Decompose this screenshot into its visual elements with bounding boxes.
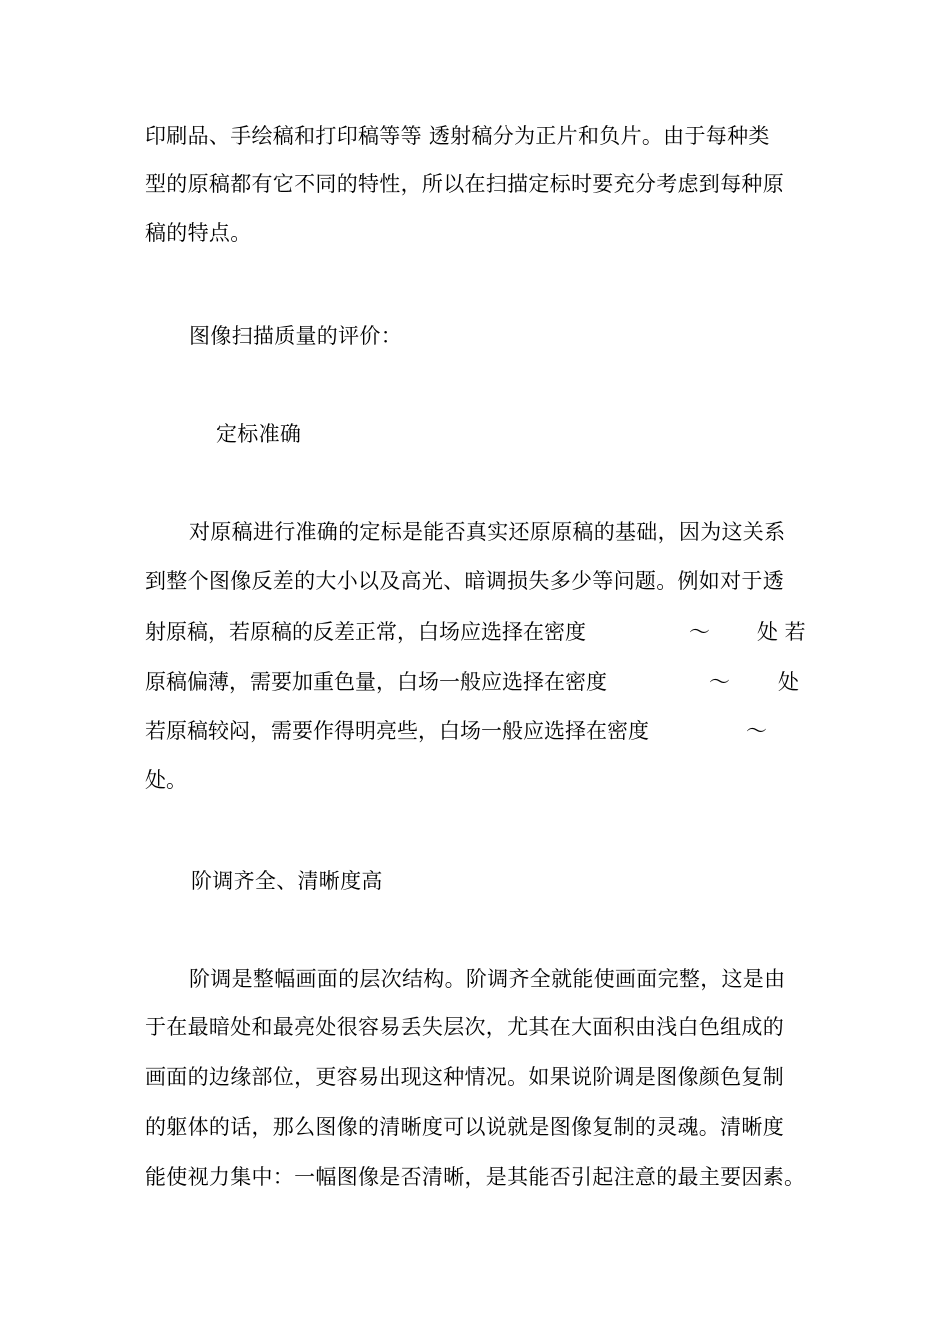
paragraph-1-line-3: 稿的特点。 [145,221,252,245]
paragraph-2-line-4-text: 原稿偏薄，需要加重色量，白场一般应选择在密度 [145,670,607,694]
paragraph-1-line-1: 印刷品、手绘稿和打印稿等等 透射稿分为正片和负片。由于每种类 [145,124,770,148]
paragraph-3-line-4: 的躯体的话，那么图像的清晰度可以说就是图像复制的灵魂。清晰度 [145,1115,784,1139]
paragraph-3-line-1: 阶调是整幅画面的层次结构。阶调齐全就能使画面完整，这是由 [189,967,786,991]
paragraph-2-line-5-tilde: ～ [746,719,767,743]
paragraph-1-line-2: 型的原稿都有它不同的特性，所以在扫描定标时要充分考虑到每种原 [145,172,784,196]
paragraph-2-line-3-tilde: ～ [689,620,710,644]
paragraph-2-line-6: 处。 [145,768,187,792]
subsection-heading-tone: 阶调齐全、清晰度高 [191,869,383,893]
section-heading-evaluation: 图像扫描质量的评价： [189,324,402,348]
paragraph-2-line-2: 到整个图像反差的大小以及高光、暗调损失多少等问题。例如对于透 [145,569,784,593]
paragraph-2-line-4-tilde: ～ [709,670,730,694]
paragraph-2-line-3-end: 处 若 [757,620,806,644]
paragraph-3-line-3: 画面的边缘部位，更容易出现这种情况。如果说阶调是图像颜色复制 [145,1065,784,1089]
paragraph-3-line-5: 能使视力集中：一幅图像是否清晰，是其能否引起注意的最主要因素。 [145,1165,806,1189]
paragraph-2-line-3-text: 射原稿，若原稿的反差正常，白场应选择在密度 [145,620,586,644]
paragraph-3-line-2: 于在最暗处和最亮处很容易丢失层次，尤其在大面积由浅白色组成的 [145,1015,784,1039]
paragraph-2-line-4-end: 处 [778,670,799,694]
paragraph-2-line-1: 对原稿进行准确的定标是能否真实还原原稿的基础，因为这关系 [189,520,786,544]
subsection-heading-calibration: 定标准确 [216,422,302,446]
paragraph-2-line-5-text: 若原稿较闷，需要作得明亮些，白场一般应选择在密度 [145,719,649,743]
